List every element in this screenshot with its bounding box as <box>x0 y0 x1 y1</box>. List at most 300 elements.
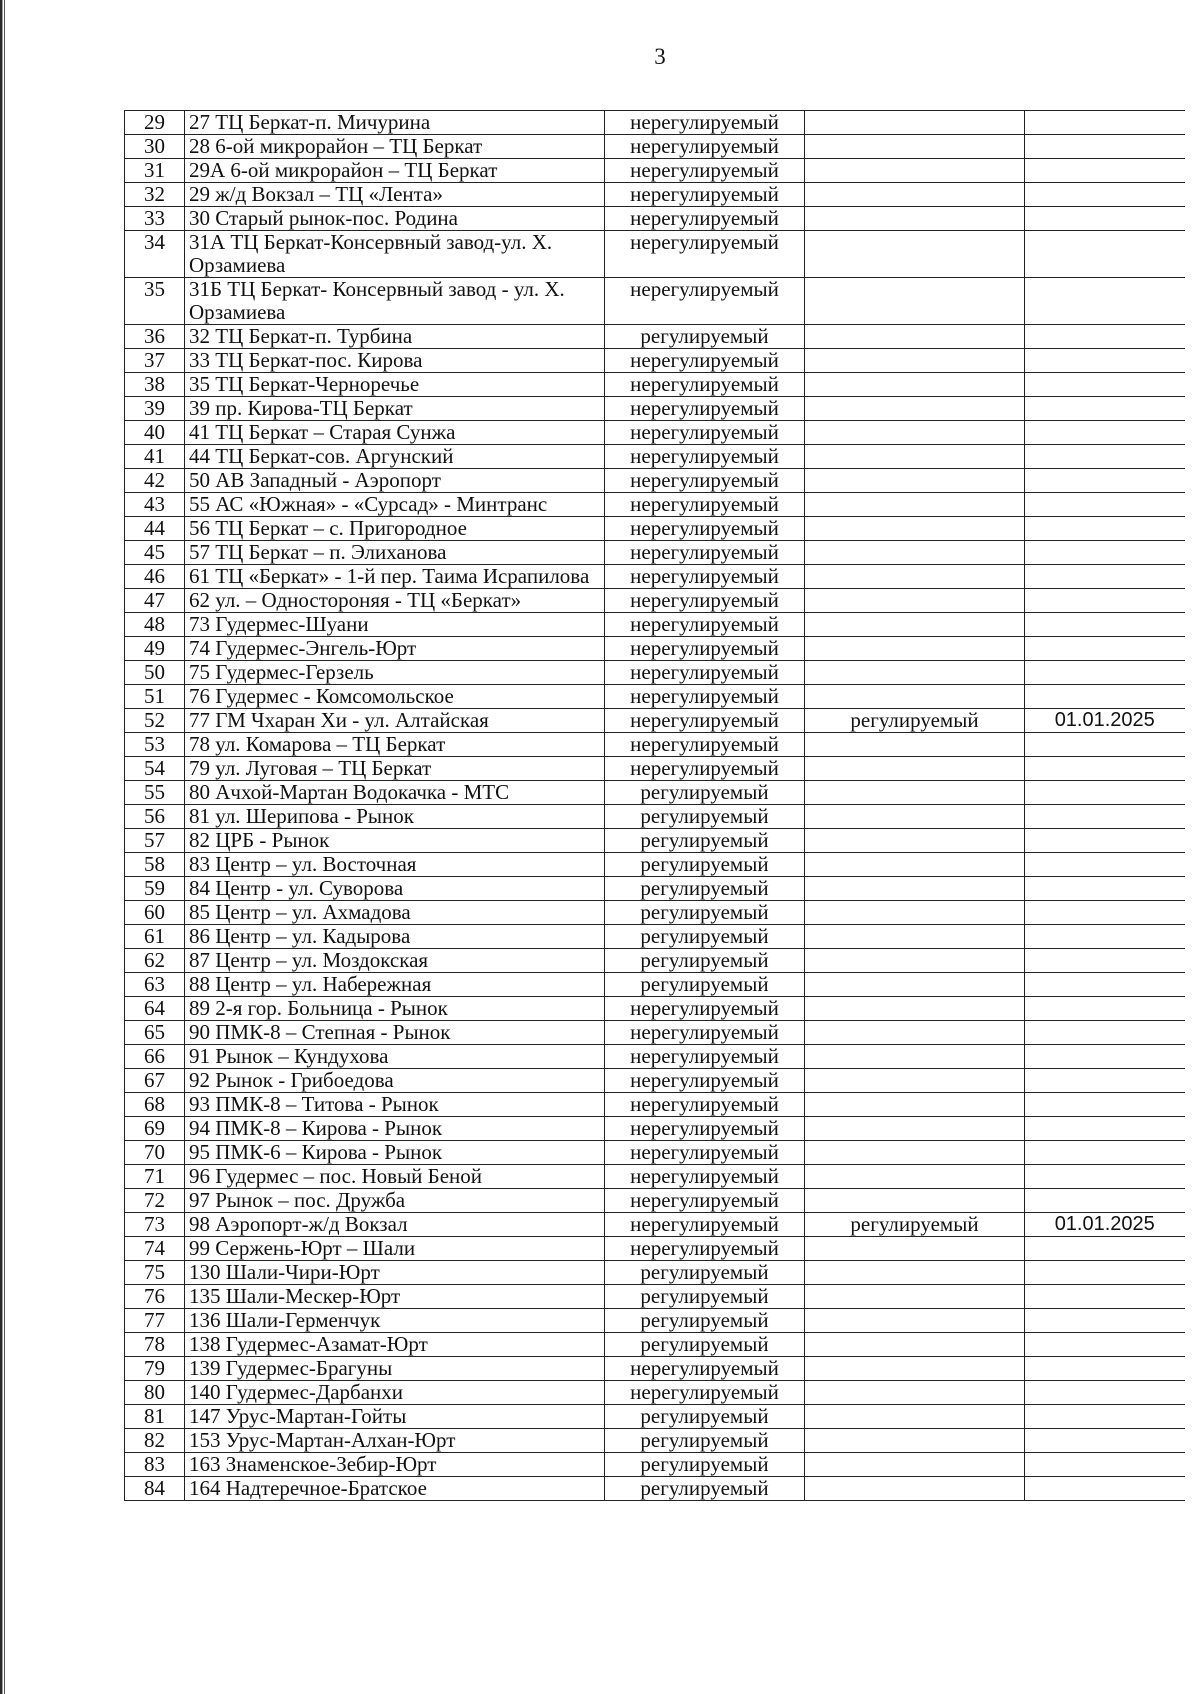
change-date-cell <box>1025 1453 1185 1477</box>
route-type-cell: нерегулируемый <box>605 207 805 231</box>
route-type-cell: регулируемый <box>605 829 805 853</box>
route-name-cell: 96 Гудермес – пос. Новый Беной <box>185 1165 605 1189</box>
table-row <box>125 1261 1185 1285</box>
change-date-cell <box>1025 397 1185 421</box>
route-type-cell: нерегулируемый <box>605 589 805 613</box>
change-date-cell <box>1025 1117 1185 1141</box>
new-route-type-cell <box>805 1093 1025 1117</box>
change-date-cell <box>1025 877 1185 901</box>
route-type-cell: нерегулируемый <box>605 685 805 709</box>
new-route-type-cell <box>805 1285 1025 1309</box>
change-date-cell <box>1025 373 1185 397</box>
new-route-type-cell <box>805 207 1025 231</box>
new-route-type-cell <box>805 183 1025 207</box>
new-route-type-cell <box>805 1405 1025 1429</box>
table-row <box>125 1381 1185 1405</box>
new-route-type-cell <box>805 781 1025 805</box>
change-date-cell <box>1025 1381 1185 1405</box>
row-number-cell: 31 <box>125 159 185 183</box>
route-name-cell: 61 ТЦ «Беркат» - 1-й пер. Таима Исрапилова <box>185 565 605 589</box>
new-route-type-cell <box>805 349 1025 373</box>
table-row <box>125 733 1185 757</box>
route-type-cell: регулируемый <box>605 973 805 997</box>
row-number-cell: 61 <box>125 925 185 949</box>
new-route-type-cell <box>805 1477 1025 1501</box>
route-type-cell: регулируемый <box>605 781 805 805</box>
change-date-cell <box>1025 325 1185 349</box>
route-name-cell: 140 Гудермес-Дарбанхи <box>185 1381 605 1405</box>
change-date-cell <box>1025 925 1185 949</box>
row-number-cell: 44 <box>125 517 185 541</box>
route-type-cell: нерегулируемый <box>605 1381 805 1405</box>
route-name-cell: 153 Урус-Мартан-Алхан-Юрт <box>185 1429 605 1453</box>
routes-table <box>124 110 1185 1501</box>
new-route-type-cell <box>805 1117 1025 1141</box>
change-date-cell: 01.01.2025 <box>1025 1213 1185 1237</box>
new-route-type-cell <box>805 733 1025 757</box>
table-row <box>125 997 1185 1021</box>
route-name-cell: 81 ул. Шерипова - Рынок <box>185 805 605 829</box>
route-name-cell: 76 Гудермес - Комсомольское <box>185 685 605 709</box>
route-name-cell: 44 ТЦ Беркат-сов. Аргунский <box>185 445 605 469</box>
new-route-type-cell <box>805 949 1025 973</box>
route-name-cell: 50 АВ Западный - Аэропорт <box>185 469 605 493</box>
row-number-cell: 78 <box>125 1333 185 1357</box>
route-name-cell: 28 6-ой микрорайон – ТЦ Беркат <box>185 135 605 159</box>
table-row <box>125 1117 1185 1141</box>
route-type-cell: нерегулируемый <box>605 1045 805 1069</box>
table-row <box>125 421 1185 445</box>
route-name-cell: 139 Гудермес-Брагуны <box>185 1357 605 1381</box>
row-number-cell: 40 <box>125 421 185 445</box>
table-row <box>125 589 1185 613</box>
table-row <box>125 1285 1185 1309</box>
table-row <box>125 159 1185 183</box>
change-date-cell <box>1025 733 1185 757</box>
row-number-cell: 72 <box>125 1189 185 1213</box>
route-name-cell: 163 Знаменское-Зебир-Юрт <box>185 1453 605 1477</box>
row-number-cell: 55 <box>125 781 185 805</box>
route-type-cell: регулируемый <box>605 877 805 901</box>
change-date-cell <box>1025 973 1185 997</box>
route-type-cell: нерегулируемый <box>605 565 805 589</box>
change-date-cell <box>1025 949 1185 973</box>
new-route-type-cell <box>805 853 1025 877</box>
table-row <box>125 613 1185 637</box>
route-type-cell: нерегулируемый <box>605 159 805 183</box>
row-number-cell: 35 <box>125 278 185 325</box>
route-name-cell: 95 ПМК-6 – Кирова - Рынок <box>185 1141 605 1165</box>
change-date-cell <box>1025 1309 1185 1333</box>
table-row <box>125 973 1185 997</box>
route-name-cell: 83 Центр – ул. Восточная <box>185 853 605 877</box>
new-route-type-cell: регулируемый <box>805 709 1025 733</box>
change-date-cell <box>1025 637 1185 661</box>
row-number-cell: 77 <box>125 1309 185 1333</box>
change-date-cell <box>1025 1285 1185 1309</box>
new-route-type-cell <box>805 901 1025 925</box>
row-number-cell: 76 <box>125 1285 185 1309</box>
route-name-cell: 35 ТЦ Беркат-Черноречье <box>185 373 605 397</box>
route-name-cell: 90 ПМК-8 – Степная - Рынок <box>185 1021 605 1045</box>
new-route-type-cell <box>805 231 1025 278</box>
change-date-cell <box>1025 183 1185 207</box>
new-route-type-cell <box>805 661 1025 685</box>
table-row <box>125 1165 1185 1189</box>
route-type-cell: нерегулируемый <box>605 1069 805 1093</box>
table-row <box>125 709 1185 733</box>
route-type-cell: регулируемый <box>605 949 805 973</box>
new-route-type-cell <box>805 1453 1025 1477</box>
row-number-cell: 64 <box>125 997 185 1021</box>
new-route-type-cell <box>805 1069 1025 1093</box>
route-type-cell: нерегулируемый <box>605 493 805 517</box>
change-date-cell <box>1025 135 1185 159</box>
new-route-type-cell <box>805 159 1025 183</box>
table-row <box>125 949 1185 973</box>
change-date-cell <box>1025 1069 1185 1093</box>
route-name-cell: 41 ТЦ Беркат – Старая Сунжа <box>185 421 605 445</box>
change-date-cell <box>1025 159 1185 183</box>
new-route-type-cell <box>805 997 1025 1021</box>
route-type-cell: нерегулируемый <box>605 469 805 493</box>
row-number-cell: 71 <box>125 1165 185 1189</box>
row-number-cell: 47 <box>125 589 185 613</box>
table-row <box>125 565 1185 589</box>
route-name-cell: 29 ж/д Вокзал – ТЦ «Лента» <box>185 183 605 207</box>
new-route-type-cell <box>805 613 1025 637</box>
row-number-cell: 65 <box>125 1021 185 1045</box>
route-name-cell: 33 ТЦ Беркат-пос. Кирова <box>185 349 605 373</box>
change-date-cell <box>1025 1261 1185 1285</box>
table-row <box>125 1141 1185 1165</box>
change-date-cell: 01.01.2025 <box>1025 709 1185 733</box>
table-row <box>125 469 1185 493</box>
route-name-cell: 78 ул. Комарова – ТЦ Беркат <box>185 733 605 757</box>
change-date-cell <box>1025 589 1185 613</box>
change-date-cell <box>1025 469 1185 493</box>
route-name-cell: 56 ТЦ Беркат – с. Пригородное <box>185 517 605 541</box>
change-date-cell <box>1025 517 1185 541</box>
route-type-cell: регулируемый <box>605 925 805 949</box>
table-row <box>125 517 1185 541</box>
route-name-cell: 62 ул. – Одностороняя - ТЦ «Беркат» <box>185 589 605 613</box>
table-row <box>125 231 1185 278</box>
table-row <box>125 445 1185 469</box>
route-type-cell: нерегулируемый <box>605 709 805 733</box>
new-route-type-cell <box>805 589 1025 613</box>
new-route-type-cell <box>805 517 1025 541</box>
new-route-type-cell <box>805 565 1025 589</box>
change-date-cell <box>1025 1429 1185 1453</box>
route-type-cell: нерегулируемый <box>605 637 805 661</box>
change-date-cell <box>1025 613 1185 637</box>
table-row <box>125 1021 1185 1045</box>
change-date-cell <box>1025 278 1185 325</box>
route-name-cell: 138 Гудермес-Азамат-Юрт <box>185 1333 605 1357</box>
route-name-cell: 97 Рынок – пос. Дружба <box>185 1189 605 1213</box>
route-type-cell: регулируемый <box>605 1477 805 1501</box>
change-date-cell <box>1025 757 1185 781</box>
new-route-type-cell <box>805 637 1025 661</box>
change-date-cell <box>1025 1237 1185 1261</box>
new-route-type-cell <box>805 445 1025 469</box>
route-type-cell: нерегулируемый <box>605 421 805 445</box>
route-name-cell: 88 Центр – ул. Набережная <box>185 973 605 997</box>
change-date-cell <box>1025 421 1185 445</box>
route-type-cell: нерегулируемый <box>605 278 805 325</box>
new-route-type-cell <box>805 111 1025 135</box>
row-number-cell: 45 <box>125 541 185 565</box>
row-number-cell: 73 <box>125 1213 185 1237</box>
change-date-cell <box>1025 1093 1185 1117</box>
table-row <box>125 493 1185 517</box>
route-name-cell: 94 ПМК-8 – Кирова - Рынок <box>185 1117 605 1141</box>
table-row <box>125 207 1185 231</box>
row-number-cell: 74 <box>125 1237 185 1261</box>
table-row <box>125 1045 1185 1069</box>
change-date-cell <box>1025 565 1185 589</box>
table-row <box>125 1333 1185 1357</box>
route-type-cell: нерегулируемый <box>605 1357 805 1381</box>
route-type-cell: нерегулируемый <box>605 997 805 1021</box>
route-name-cell: 82 ЦРБ - Рынок <box>185 829 605 853</box>
page-number: 3 <box>654 44 666 69</box>
row-number-cell: 51 <box>125 685 185 709</box>
route-name-cell: 86 Центр – ул. Кадырова <box>185 925 605 949</box>
row-number-cell: 63 <box>125 973 185 997</box>
new-route-type-cell <box>805 1165 1025 1189</box>
table-row <box>125 829 1185 853</box>
row-number-cell: 79 <box>125 1357 185 1381</box>
new-route-type-cell <box>805 1309 1025 1333</box>
route-name-cell: 99 Сержень-Юрт – Шали <box>185 1237 605 1261</box>
table-row <box>125 925 1185 949</box>
row-number-cell: 58 <box>125 853 185 877</box>
change-date-cell <box>1025 1477 1185 1501</box>
route-name-cell: 91 Рынок – Кундухова <box>185 1045 605 1069</box>
change-date-cell <box>1025 853 1185 877</box>
table-row <box>125 183 1185 207</box>
new-route-type-cell: регулируемый <box>805 1213 1025 1237</box>
route-type-cell: нерегулируемый <box>605 111 805 135</box>
table-row <box>125 685 1185 709</box>
route-type-cell: нерегулируемый <box>605 231 805 278</box>
new-route-type-cell <box>805 1237 1025 1261</box>
route-type-cell: нерегулируемый <box>605 541 805 565</box>
row-number-cell: 75 <box>125 1261 185 1285</box>
new-route-type-cell <box>805 1333 1025 1357</box>
change-date-cell <box>1025 1021 1185 1045</box>
new-route-type-cell <box>805 1381 1025 1405</box>
route-name-cell: 57 ТЦ Беркат – п. Элиханова <box>185 541 605 565</box>
table-row <box>125 1093 1185 1117</box>
route-type-cell: нерегулируемый <box>605 397 805 421</box>
table-row <box>125 325 1185 349</box>
change-date-cell <box>1025 207 1185 231</box>
route-name-cell: 135 Шали-Мескер-Юрт <box>185 1285 605 1309</box>
new-route-type-cell <box>805 973 1025 997</box>
table-row <box>125 349 1185 373</box>
route-name-cell: 79 ул. Луговая – ТЦ Беркат <box>185 757 605 781</box>
new-route-type-cell <box>805 373 1025 397</box>
change-date-cell <box>1025 901 1185 925</box>
new-route-type-cell <box>805 757 1025 781</box>
route-type-cell: нерегулируемый <box>605 135 805 159</box>
new-route-type-cell <box>805 278 1025 325</box>
route-type-cell: нерегулируемый <box>605 373 805 397</box>
route-name-cell: 89 2-я гор. Больница - Рынок <box>185 997 605 1021</box>
table-row <box>125 781 1185 805</box>
route-type-cell: нерегулируемый <box>605 1093 805 1117</box>
change-date-cell <box>1025 1045 1185 1069</box>
table-row <box>125 877 1185 901</box>
route-name-cell: 27 ТЦ Беркат-п. Мичурина <box>185 111 605 135</box>
route-name-cell: 92 Рынок - Грибоедова <box>185 1069 605 1093</box>
table-row <box>125 1357 1185 1381</box>
change-date-cell <box>1025 1333 1185 1357</box>
route-type-cell: нерегулируемый <box>605 1141 805 1165</box>
new-route-type-cell <box>805 493 1025 517</box>
table-row <box>125 853 1185 877</box>
route-name-cell: 87 Центр – ул. Моздокская <box>185 949 605 973</box>
row-number-cell: 56 <box>125 805 185 829</box>
row-number-cell: 57 <box>125 829 185 853</box>
route-name-cell: 147 Урус-Мартан-Гойты <box>185 1405 605 1429</box>
new-route-type-cell <box>805 541 1025 565</box>
new-route-type-cell <box>805 925 1025 949</box>
route-type-cell: регулируемый <box>605 1261 805 1285</box>
table-row <box>125 397 1185 421</box>
route-type-cell: нерегулируемый <box>605 1237 805 1261</box>
table-row <box>125 805 1185 829</box>
new-route-type-cell <box>805 1045 1025 1069</box>
table-row <box>125 541 1185 565</box>
row-number-cell: 60 <box>125 901 185 925</box>
route-name-cell: 30 Старый рынок-пос. Родина <box>185 207 605 231</box>
table-row <box>125 373 1185 397</box>
route-name-cell: 98 Аэропорт-ж/д Вокзал <box>185 1213 605 1237</box>
row-number-cell: 81 <box>125 1405 185 1429</box>
row-number-cell: 69 <box>125 1117 185 1141</box>
change-date-cell <box>1025 493 1185 517</box>
route-type-cell: нерегулируемый <box>605 1165 805 1189</box>
table-row <box>125 1213 1185 1237</box>
route-type-cell: нерегулируемый <box>605 1189 805 1213</box>
table-row <box>125 1189 1185 1213</box>
route-type-cell: регулируемый <box>605 853 805 877</box>
route-type-cell: нерегулируемый <box>605 757 805 781</box>
table-row <box>125 111 1185 135</box>
change-date-cell <box>1025 1405 1185 1429</box>
new-route-type-cell <box>805 877 1025 901</box>
route-name-cell: 136 Шали-Герменчук <box>185 1309 605 1333</box>
row-number-cell: 50 <box>125 661 185 685</box>
route-name-cell: 130 Шали-Чири-Юрт <box>185 1261 605 1285</box>
row-number-cell: 66 <box>125 1045 185 1069</box>
row-number-cell: 43 <box>125 493 185 517</box>
route-name-cell: 55 АС «Южная» - «Сурсад» - Минтранс <box>185 493 605 517</box>
route-type-cell: нерегулируемый <box>605 1021 805 1045</box>
table-row <box>125 637 1185 661</box>
new-route-type-cell <box>805 1141 1025 1165</box>
row-number-cell: 38 <box>125 373 185 397</box>
change-date-cell <box>1025 685 1185 709</box>
change-date-cell <box>1025 997 1185 1021</box>
route-name-cell: 80 Ачхой-Мартан Водокачка - МТС <box>185 781 605 805</box>
route-name-cell: 39 пр. Кирова-ТЦ Беркат <box>185 397 605 421</box>
new-route-type-cell <box>805 1189 1025 1213</box>
row-number-cell: 62 <box>125 949 185 973</box>
row-number-cell: 59 <box>125 877 185 901</box>
row-number-cell: 42 <box>125 469 185 493</box>
change-date-cell <box>1025 781 1185 805</box>
row-number-cell: 82 <box>125 1429 185 1453</box>
new-route-type-cell <box>805 135 1025 159</box>
new-route-type-cell <box>805 421 1025 445</box>
route-name-cell: 73 Гудермес-Шуани <box>185 613 605 637</box>
routes-table-body <box>125 111 1185 1501</box>
change-date-cell <box>1025 829 1185 853</box>
route-type-cell: нерегулируемый <box>605 1117 805 1141</box>
row-number-cell: 84 <box>125 1477 185 1501</box>
route-type-cell: регулируемый <box>605 901 805 925</box>
new-route-type-cell <box>805 397 1025 421</box>
route-type-cell: регулируемый <box>605 1453 805 1477</box>
new-route-type-cell <box>805 1021 1025 1045</box>
table-row <box>125 1429 1185 1453</box>
table-row <box>125 1453 1185 1477</box>
table-row <box>125 1237 1185 1261</box>
route-type-cell: регулируемый <box>605 1333 805 1357</box>
route-name-cell: 31А ТЦ Беркат-Консервный завод-ул. Х. Орзамиева <box>185 231 605 278</box>
route-name-cell: 31Б ТЦ Беркат- Консервный завод - ул. Х. Орзамиева <box>185 278 605 325</box>
table-row <box>125 135 1185 159</box>
route-type-cell: нерегулируемый <box>605 661 805 685</box>
scan-binding-edge <box>0 0 6 1694</box>
row-number-cell: 32 <box>125 183 185 207</box>
change-date-cell <box>1025 349 1185 373</box>
new-route-type-cell <box>805 469 1025 493</box>
route-type-cell: нерегулируемый <box>605 349 805 373</box>
new-route-type-cell <box>805 325 1025 349</box>
route-type-cell: нерегулируемый <box>605 517 805 541</box>
route-type-cell: регулируемый <box>605 805 805 829</box>
row-number-cell: 37 <box>125 349 185 373</box>
row-number-cell: 30 <box>125 135 185 159</box>
change-date-cell <box>1025 1165 1185 1189</box>
row-number-cell: 48 <box>125 613 185 637</box>
table-row <box>125 1069 1185 1093</box>
change-date-cell <box>1025 1357 1185 1381</box>
route-name-cell: 85 Центр – ул. Ахмадова <box>185 901 605 925</box>
change-date-cell <box>1025 1189 1185 1213</box>
change-date-cell <box>1025 541 1185 565</box>
route-type-cell: нерегулируемый <box>605 613 805 637</box>
table-row <box>125 1477 1185 1501</box>
new-route-type-cell <box>805 685 1025 709</box>
row-number-cell: 52 <box>125 709 185 733</box>
row-number-cell: 70 <box>125 1141 185 1165</box>
new-route-type-cell <box>805 1429 1025 1453</box>
row-number-cell: 80 <box>125 1381 185 1405</box>
route-type-cell: регулируемый <box>605 1309 805 1333</box>
row-number-cell: 36 <box>125 325 185 349</box>
route-name-cell: 75 Гудермес-Герзель <box>185 661 605 685</box>
route-name-cell: 93 ПМК-8 – Титова - Рынок <box>185 1093 605 1117</box>
route-name-cell: 32 ТЦ Беркат-п. Турбина <box>185 325 605 349</box>
row-number-cell: 67 <box>125 1069 185 1093</box>
